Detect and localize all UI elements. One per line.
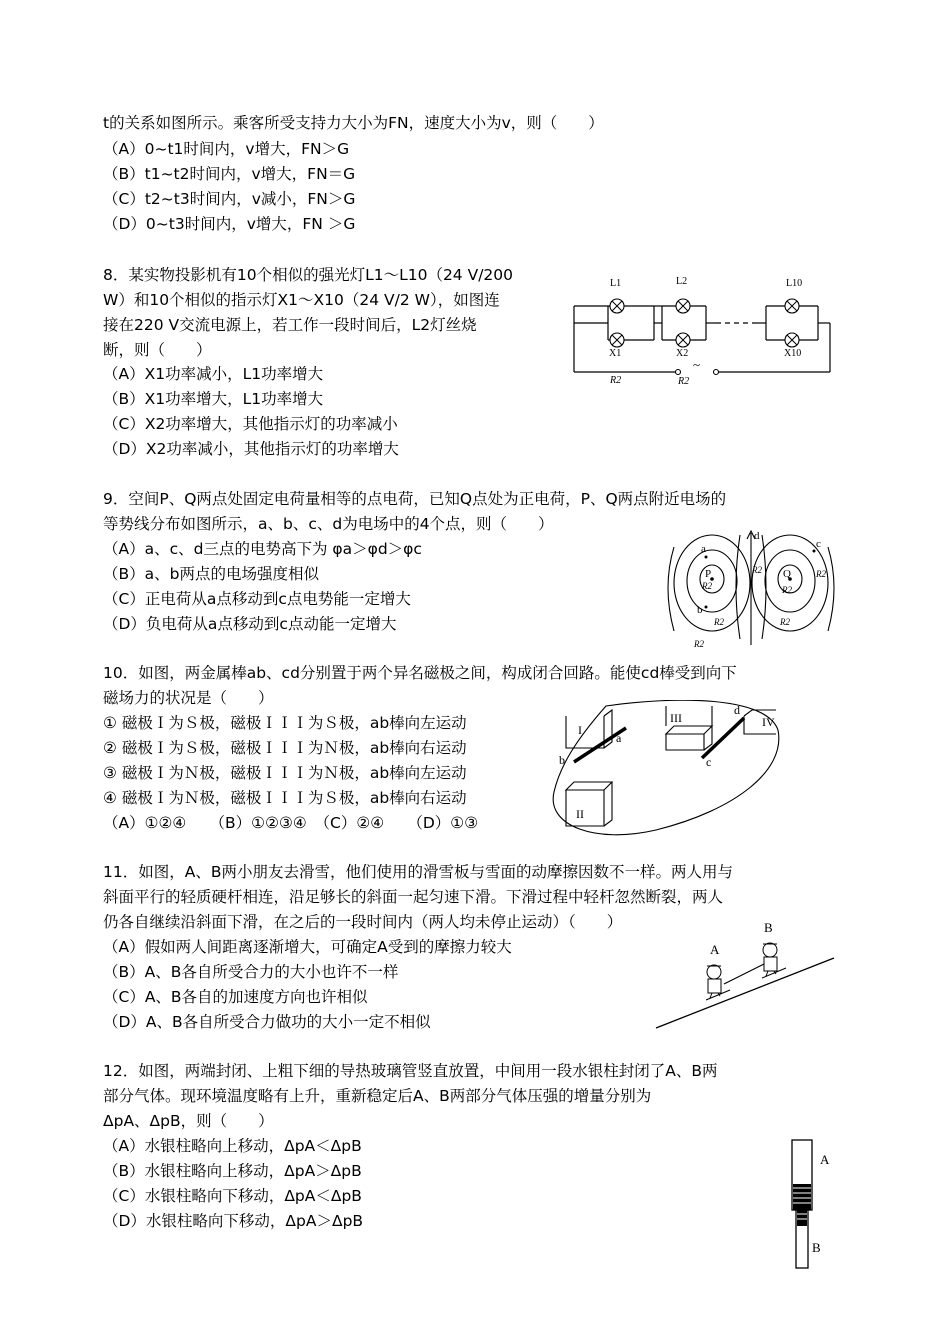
q9-option-d: （D）负电荷从a点移动到c点动能一定增大 xyxy=(103,615,397,633)
point-c-label: c xyxy=(816,538,821,550)
point-d-label: d xyxy=(734,703,740,717)
q7-option-b: （B）t1~t2时间内，v增大，FN＝G xyxy=(103,165,356,183)
q9-equipotential-diagram xyxy=(664,527,848,655)
charge-p-label: P xyxy=(705,568,712,580)
q10-stem-line-1: 10．如图，两金属棒ab、cd分别置于两个异名磁极之间，构成闭合回路。能使cd棒受到向下 xyxy=(103,664,737,682)
q11-stem-line-1: 11．如图，A、B两小朋友去滑雪，他们使用的滑雪板与雪面的动摩擦因数不一样。两人用与 xyxy=(103,863,733,881)
q11-option-b: （B）A、B各自所受合力的大小也许不一样 xyxy=(103,963,399,981)
q8-option-b: （B）X1功率增大，L1功率增大 xyxy=(103,390,324,408)
q12-tube-diagram xyxy=(786,1136,840,1272)
q8-circuit-diagram xyxy=(568,268,840,388)
q11-option-c: （C）A、B各自的加速度方向也许相似 xyxy=(103,988,368,1006)
q9-stem-line-2: 等势线分布如图所示，a、b、c、d为电场中的4个点，则（ ） xyxy=(103,515,554,533)
q7-option-a: （A）0~t1时间内，v增大，FN＞G xyxy=(103,140,350,158)
q8-stem-line-4: 断，则（ ） xyxy=(103,341,212,359)
skier-a-label: A xyxy=(710,942,720,957)
skier-b-label: B xyxy=(764,920,773,935)
resistor-label: R2 xyxy=(714,617,724,627)
indicator-x1-label: X1 xyxy=(609,348,622,359)
q10-choices: （A）①②④ （B）①②③④ （C）②④ （D）①③ xyxy=(103,814,479,832)
point-a-label: a xyxy=(616,731,622,745)
q9-option-a: （A）a、c、d三点的电势高下为 φa＞φd＞φc xyxy=(103,540,422,558)
lamp-l10-label: L10 xyxy=(786,278,803,289)
q12-stem-line-3: ΔpA、ΔpB，则（ ） xyxy=(103,1112,274,1130)
q7-stem: t的关系如图所示。乘客所受支持力大小为FN，速度大小为v，则（ ） xyxy=(103,114,604,132)
pole-ii-label: II xyxy=(576,807,584,821)
q12-option-b: （B）水银柱略向上移动，ΔpA＞ΔpB xyxy=(103,1162,362,1180)
q10-item-1: ① 磁极Ｉ为Ｓ极，磁极ＩＩＩ为Ｓ极，ab棒向左运动 xyxy=(103,714,467,732)
q11-stem-line-2: 斜面平行的轻质硬杆相连，沿足够长的斜面一起匀速下滑。下滑过程中轻杆忽然断裂，两人 xyxy=(103,888,724,906)
q8-stem-line-1: 8．某实物投影机有10个相似的强光灯L1～L10（24 V/200 xyxy=(103,266,514,284)
indicator-x2-label: X2 xyxy=(676,348,689,359)
resistor-label: R2 xyxy=(678,376,690,387)
q11-option-a: （A）假如两人间距离逐渐增大，可确定A受到的摩擦力较大 xyxy=(103,938,512,956)
q10-item-4: ④ 磁极Ｉ为Ｎ极，磁极ＩＩＩ为Ｓ极，ab棒向右运动 xyxy=(103,789,467,807)
point-b-label: b xyxy=(697,604,703,616)
resistor-label: R2 xyxy=(780,617,790,627)
charge-q-label: Q xyxy=(783,568,791,580)
q10-stem-line-2: 磁场力的状况是（ ） xyxy=(103,689,274,707)
q12-stem-line-2: 部分气体。现环境温度略有上升，重新稳定后A、B两部分气体压强的增量分别为 xyxy=(103,1087,652,1105)
q12-stem-line-1: 12．如图，两端封闭、上粗下细的导热玻璃管竖直放置，中间用一段水银柱封闭了A、B两 xyxy=(103,1062,718,1080)
connecting-rod xyxy=(724,964,764,984)
q9-option-c: （C）正电荷从a点移动到c点电势能一定增大 xyxy=(103,590,411,608)
rod-cd xyxy=(702,718,744,758)
lamp-l2-label: L2 xyxy=(676,276,688,287)
q8-option-a: （A）X1功率减小，L1功率增大 xyxy=(103,365,324,383)
resistor-label: R2 xyxy=(702,581,712,591)
resistor-label: R2 xyxy=(694,639,704,649)
q10-magnet-diagram xyxy=(546,700,786,842)
ac-source-symbol: ~ xyxy=(693,357,701,372)
point-c-label: c xyxy=(706,755,712,769)
q7-option-d: （D）0~t3时间内，v增大，FN ＞G xyxy=(103,215,356,233)
q12-option-c: （C）水银柱略向下移动，ΔpA＜ΔpB xyxy=(103,1187,362,1205)
q7-option-c: （C）t2~t3时间内，v减小，FN＞G xyxy=(103,190,356,208)
gas-b-label: B xyxy=(812,1240,821,1255)
pole-i-label: I xyxy=(578,723,582,737)
q12-option-d: （D）水银柱略向下移动，ΔpA＞ΔpB xyxy=(103,1212,364,1230)
q8-option-c: （C）X2功率增大，其他指示灯的功率减小 xyxy=(103,415,398,433)
terminal-left-icon xyxy=(676,370,681,375)
resistor-label: R2 xyxy=(752,565,762,575)
point-d-label: d xyxy=(754,530,760,542)
resistor-label: R2 xyxy=(782,585,792,595)
lamp-l1-label: L1 xyxy=(610,278,622,289)
gas-a-label: A xyxy=(820,1152,830,1167)
q10-item-3: ③ 磁极Ｉ为Ｎ极，磁极ＩＩＩ为Ｎ极，ab棒向左运动 xyxy=(103,764,467,782)
q8-option-d: （D）X2功率减小，其他指示灯的功率增大 xyxy=(103,440,399,458)
q8-stem-line-2: W）和10个相似的指示灯X1～X10（24 V/2 W），如图连 xyxy=(103,291,500,309)
resistor-label: R2 xyxy=(610,375,622,386)
pole-iii-label: III xyxy=(670,711,682,725)
pole-iv-label: IV xyxy=(762,715,775,729)
q9-option-b: （B）a、b两点的电场强度相似 xyxy=(103,565,319,583)
indicator-x10-label: X10 xyxy=(784,348,802,359)
q11-stem-line-3: 仍各自继续沿斜面下滑，在之后的一段时间内（两人均未停止运动）（ ） xyxy=(103,913,623,931)
point-a-label: a xyxy=(701,543,706,555)
q8-stem-line-3: 接在220 V交流电源上，若工作一段时间后，L2灯丝烧 xyxy=(103,316,477,334)
q11-option-d: （D）A、B各自所受合力做功的大小一定不相似 xyxy=(103,1013,431,1031)
q11-slope-diagram xyxy=(652,916,838,1032)
q10-item-2: ② 磁极Ｉ为Ｓ极，磁极ＩＩＩ为Ｎ极，ab棒向右运动 xyxy=(103,739,467,757)
resistor-label: R2 xyxy=(816,569,826,579)
terminal-right-icon xyxy=(714,370,719,375)
q9-stem-line-1: 9．空间P、Q两点处固定电荷量相等的点电荷，已知Q点处为正电荷，P、Q两点附近电场的 xyxy=(103,490,727,508)
q12-option-a: （A）水银柱略向上移动，ΔpA＜ΔpB xyxy=(103,1137,362,1155)
skier-b-icon xyxy=(762,943,786,978)
point-b-label: b xyxy=(559,753,565,767)
